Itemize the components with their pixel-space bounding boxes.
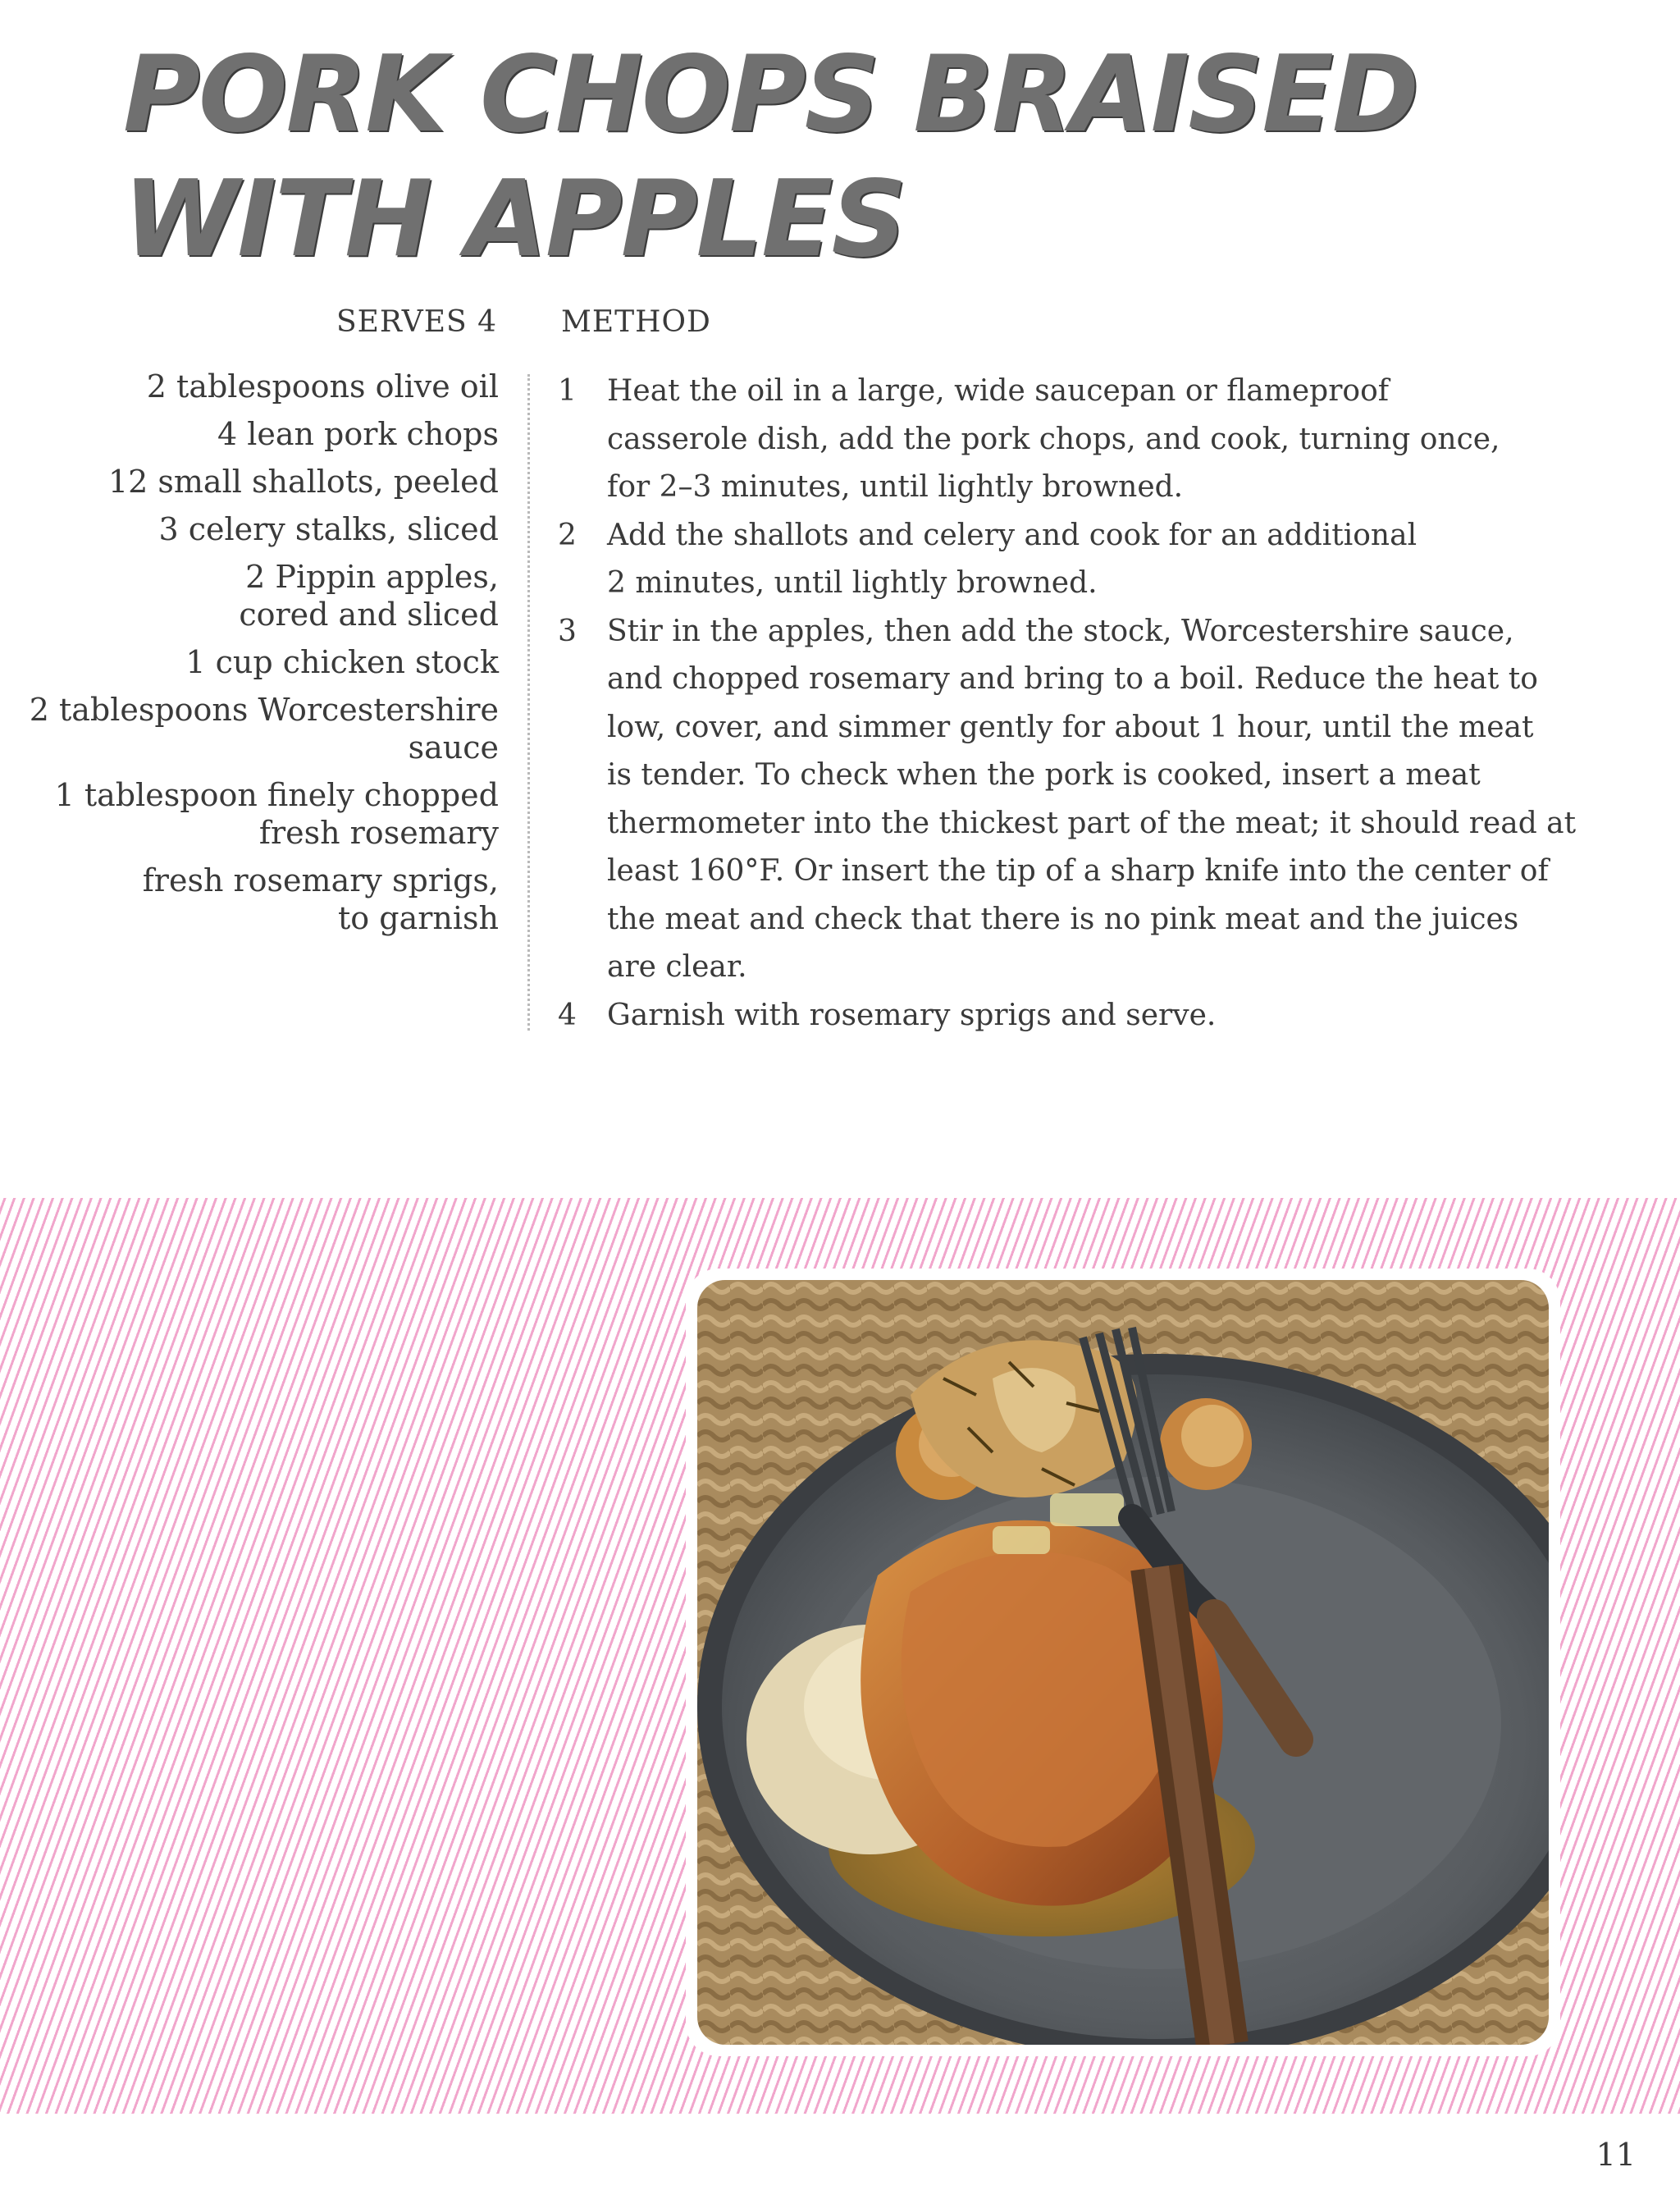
ingredient-text: fresh rosemary	[258, 815, 499, 851]
step-text-line: and chopped rosemary and bring to a boil. Reduce the heat to	[607, 662, 1538, 696]
ingredient-item	[7, 510, 499, 548]
method-step	[556, 368, 1573, 512]
ingredient-item	[7, 776, 499, 852]
ingredient-item	[7, 463, 499, 501]
ingredient-text: 2 tablespoons Worcestershire	[29, 692, 499, 728]
ingredient-text: 2 Pippin apples,	[245, 559, 499, 595]
dish-photo	[697, 1280, 1549, 2045]
step-text-line: Add the shallots and celery and cook for an additional	[607, 518, 1418, 552]
ingredient-item	[7, 368, 499, 405]
ingredient-text: 4 lean pork chops	[217, 416, 499, 452]
step-text-line: Stir in the apples, then add the stock, Worcestershire sauce,	[607, 614, 1514, 648]
step-text-line: for 2–3 minutes, until lightly browned.	[607, 470, 1184, 504]
step-number: 1	[558, 374, 577, 408]
step-text-line: Heat the oil in a large, wide saucepan or flameproof	[607, 374, 1390, 408]
ingredient-item	[7, 862, 499, 937]
method-label: METHOD	[561, 305, 711, 339]
step-number: 3	[558, 614, 577, 648]
ingredient-text: cored and sliced	[239, 597, 499, 633]
recipe-title-line-1: PORK CHOPS BRAISED	[123, 34, 1418, 156]
ingredient-item	[7, 558, 499, 633]
recipe-title	[123, 33, 1518, 282]
step-number: 2	[558, 518, 577, 552]
recipe-title-line-2: WITH APPLES	[123, 158, 906, 281]
method-step	[556, 992, 1573, 1040]
step-text-line: low, cover, and simmer gently for about 1 hour, until the meat	[607, 710, 1534, 744]
method-steps	[556, 368, 1577, 1040]
ingredient-text: sauce	[408, 729, 499, 766]
step-text-line: the meat and check that there is no pink meat and the juices	[607, 902, 1519, 936]
photo-frame	[686, 1269, 1560, 2056]
method-step	[556, 512, 1573, 608]
ingredient-item	[7, 415, 499, 453]
ingredient-text: fresh rosemary sprigs,	[142, 862, 499, 898]
ingredient-text: to garnish	[338, 900, 499, 936]
step-text-line: thermometer into the thickest part of the meat; it should read at	[607, 806, 1577, 840]
ingredient-text: 12 small shallots, peeled	[107, 464, 499, 500]
page-number: 11	[1596, 2137, 1636, 2173]
method-step	[556, 608, 1577, 992]
column-divider	[527, 374, 530, 1031]
step-text-line: is tender. To check when the pork is cooked, insert a meat	[607, 758, 1481, 792]
serves-label: SERVES 4	[336, 305, 497, 339]
step-number: 4	[558, 998, 577, 1032]
step-text-line: 2 minutes, until lightly browned.	[607, 566, 1098, 600]
ingredient-text: 3 celery stalks, sliced	[158, 511, 499, 547]
ingredient-text: 1 tablespoon finely chopped	[54, 777, 499, 813]
ingredient-list	[7, 368, 499, 947]
step-text-line: casserole dish, add the pork chops, and cook, turning once,	[607, 422, 1500, 456]
step-text-line: Garnish with rosemary sprigs and serve.	[607, 998, 1217, 1032]
pork-chop-plate-image	[697, 1280, 1549, 2045]
ingredient-text: 1 cup chicken stock	[185, 644, 499, 680]
ingredient-item	[7, 643, 499, 681]
step-text-line: least 160°F. Or insert the tip of a sharp knife into the center of	[607, 854, 1549, 888]
ingredient-item	[7, 691, 499, 766]
step-text-line: are clear.	[607, 950, 747, 984]
ingredient-text: 2 tablespoons olive oil	[146, 368, 499, 405]
